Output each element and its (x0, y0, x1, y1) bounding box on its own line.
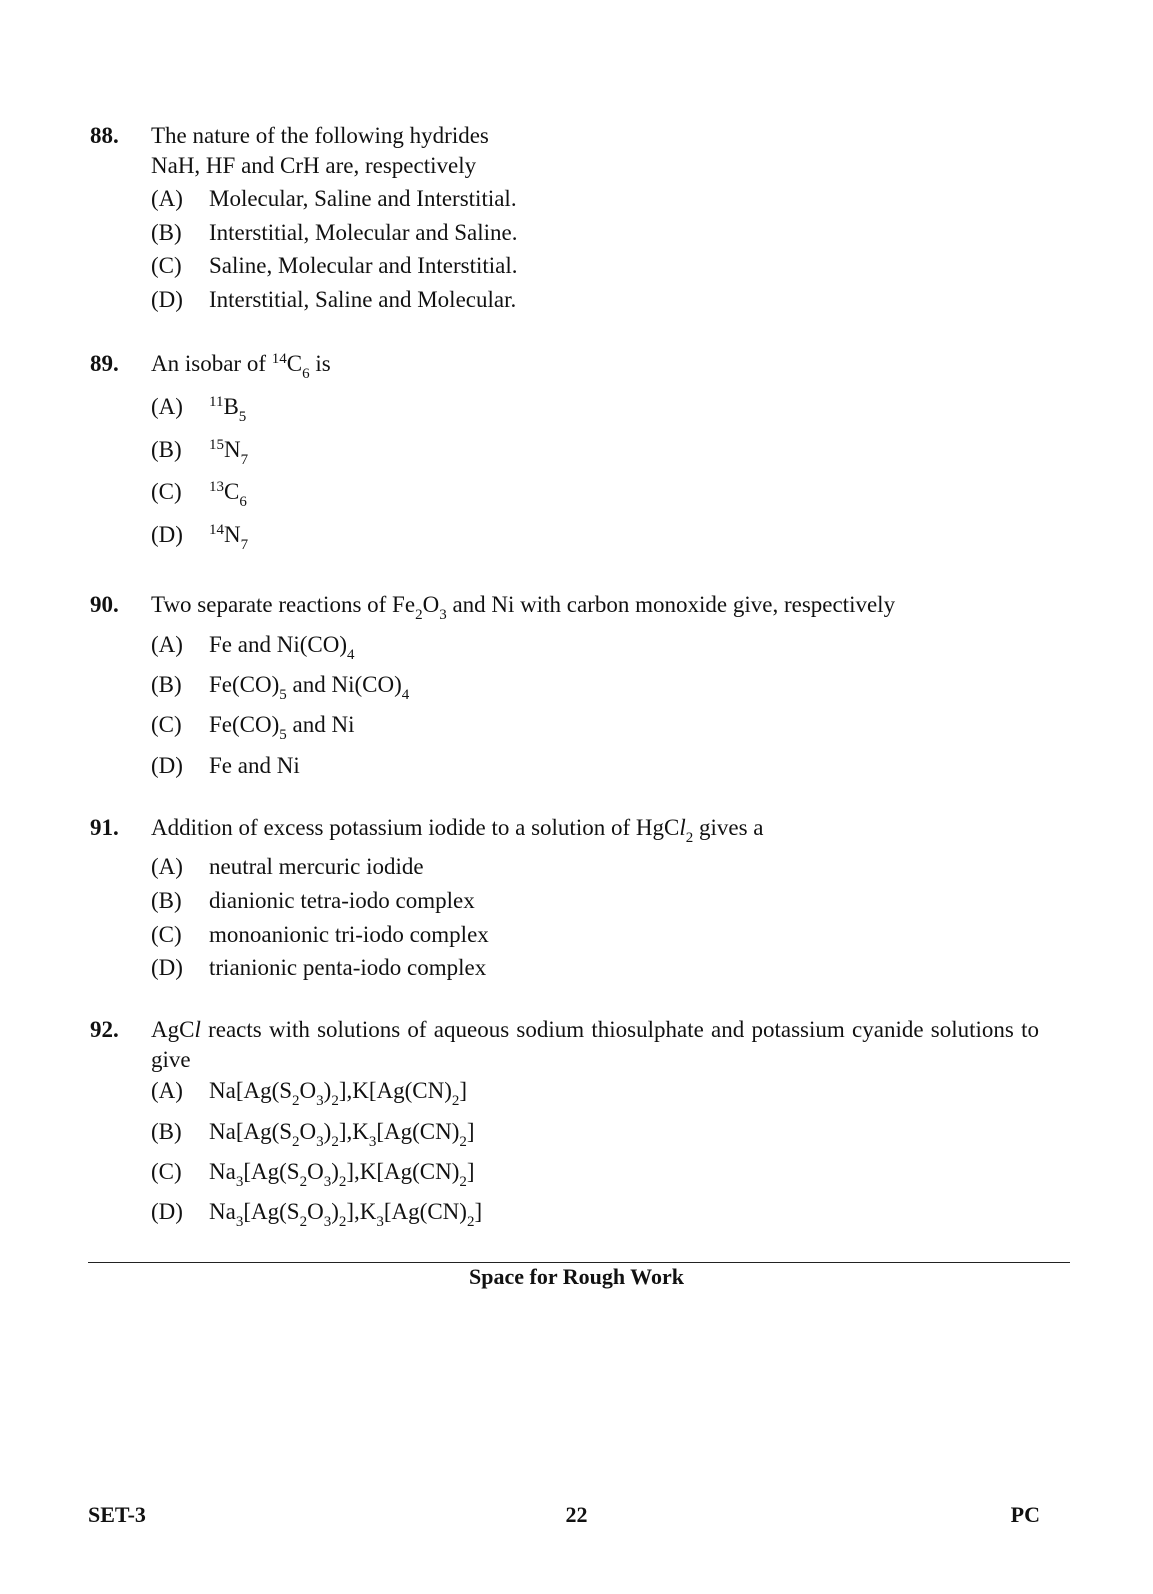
question-number: 89. (90, 351, 119, 376)
footer-subject-code: PC (1010, 1502, 1040, 1527)
option-c: (C) $^{13}C_6$ (151, 479, 247, 510)
question-stem-line1: The nature of the following hydrides (151, 123, 489, 148)
question-number: 92. (90, 1017, 119, 1042)
footer-page-number: 22 (565, 1502, 588, 1527)
option-b: (B) $Na[Ag(S_2O_3)_2],K_3[Ag(CN)_2]$ (151, 1119, 475, 1150)
option-a: (A) $Na[Ag(S_2O_3)_2],K[Ag(CN)_2]$ (151, 1078, 468, 1109)
option-c: (C) Saline, Molecular and Interstitial. (151, 253, 518, 278)
option-b: (B) Interstitial, Molecular and Saline. (151, 220, 518, 245)
option-c: (C) monoanionic tri-iodo complex (151, 922, 489, 947)
option-a: (A) $^{11}B_5$ (151, 394, 247, 425)
question-stem: Two separate reactions of $Fe_2O_3$ and Ni with carbon monoxide give, respectively (151, 592, 896, 623)
option-a: (A) Fe and $Ni(CO)_4$ (151, 632, 355, 663)
option-d: (D) Interstitial, Saline and Molecular. (151, 287, 517, 312)
question-stem: Addition of excess potassium iodide to a solution of HgCl$_2$ gives a (151, 815, 764, 846)
rough-work-heading: Space for Rough Work (469, 1264, 684, 1289)
option-b: (B) $^{15}N_7$ (151, 437, 249, 468)
question-stem-line2: NaH, HF and CrH are, respectively (151, 153, 477, 178)
question-stem: An isobar of $^{14}C_6$ is (151, 351, 331, 382)
option-d: (D) $^{14}N_7$ (151, 522, 249, 553)
option-b: (B) dianionic tetra-iodo complex (151, 888, 475, 913)
footer-set: SET-3 (88, 1502, 146, 1527)
question-stem: AgCl reacts with solutions of aqueous sodium thiosulphate and potassium cyanide solutions to give (151, 1017, 1039, 1072)
option-c: (C) $Na_3[Ag(S_2O_3)_2],K[Ag(CN)_2]$ (151, 1159, 475, 1190)
question-number: 88. (90, 123, 119, 148)
option-a: (A) neutral mercuric iodide (151, 854, 424, 879)
option-b: (B) $Fe(CO)_5$ and $Ni(CO)_4$ (151, 672, 410, 703)
question-number: 90. (90, 592, 119, 617)
option-d: (D) $Na_3[Ag(S_2O_3)_2],K_3[Ag(CN)_2]$ (151, 1199, 483, 1230)
option-c: (C) $Fe(CO)_5$ and Ni (151, 712, 355, 743)
question-number: 91. (90, 815, 119, 840)
rough-work-divider (88, 1262, 1070, 1263)
option-a: (A) Molecular, Saline and Interstitial. (151, 186, 517, 211)
option-d: (D) Fe and Ni (151, 753, 300, 778)
option-d: (D) trianionic penta-iodo complex (151, 955, 487, 980)
